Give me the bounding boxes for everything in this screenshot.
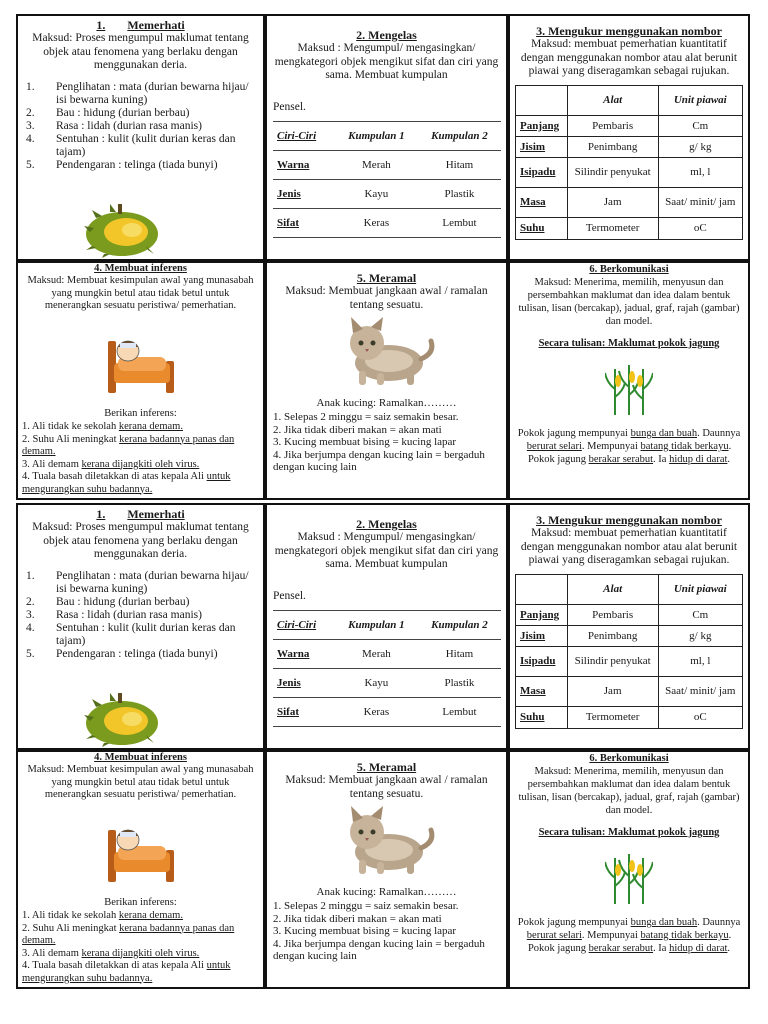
card-description: Maksud: Proses mengumpul maklumat tentang objek atau fenomena yang berlaku dengan menggunakan deria. bbox=[32, 32, 249, 71]
card-description: Maksud: Membuat kesimpulan awal yang munasabah yang mungkin betul atau tidak betul untuk menerangkan sesuatu peristiwa/ pemerhatian. bbox=[27, 764, 254, 800]
card-title: 2. Mengelas bbox=[356, 517, 417, 531]
table-header: Ciri-Ciri Kumpulan 1 Kumpulan 2 bbox=[273, 121, 501, 150]
kitten-icon bbox=[337, 313, 437, 387]
list-item: 4. Sentuhan : kulit (kulit durian keras dan tajam) bbox=[26, 621, 236, 647]
classified-object: Pensel. bbox=[273, 100, 306, 113]
inference-prompt: Berikan inferens: bbox=[104, 408, 177, 419]
card-description: Maksud: Membuat jangkaan awal / ramalan tentang sesuatu. bbox=[285, 285, 488, 311]
measurement-table bbox=[515, 574, 743, 729]
list-item: 2. Bau : hidung (durian berbau) bbox=[26, 106, 190, 119]
card-title: 5. Meramal bbox=[356, 271, 417, 285]
list-item: 2. Suhu Ali meningkat kerana badannya panas dan demam. bbox=[22, 433, 235, 457]
sick-boy-in-bed-icon bbox=[104, 329, 178, 397]
table-row: Warna Merah Hitam bbox=[273, 150, 501, 179]
corn-description: Pokok jagung mempunyai bunga dan buah. Daunnya berurat selari. Mempunyai batang tidak berkayu. Pokok jagung berakar serabut. Ia hidup di darat. bbox=[517, 917, 741, 954]
prediction-prompt: Anak kucing: Ramalkan……… bbox=[316, 886, 457, 898]
list-item: 4. Sentuhan : kulit (kulit durian keras dan tajam) bbox=[26, 132, 236, 158]
table-row: Panjang Pembaris Cm bbox=[516, 115, 743, 136]
list-item: 2. Suhu Ali meningkat kerana badannya panas dan demam. bbox=[22, 922, 235, 946]
inference-list bbox=[18, 910, 263, 985]
card-description: Maksud: Menerima, memilih, menyusun dan persembahkan maklumat dan idea dalam bentuk tulisan, lisan (bercakap), jadual, graf, rajah (gambar) dan model. bbox=[518, 766, 740, 816]
table-row: Sifat Keras Lembut bbox=[273, 697, 501, 726]
card-subtitle: Secara tulisan: Maklumat pokok jagung bbox=[538, 827, 720, 838]
card-title-text: Memerhati bbox=[127, 18, 185, 32]
card-description: Maksud: Membuat kesimpulan awal yang munasabah yang mungkin betul atau tidak betul untuk menerangkan sesuatu peristiwa/ pemerhatian. bbox=[27, 275, 254, 311]
card-berkomunikasi bbox=[508, 750, 750, 989]
card-title-number: 1. bbox=[96, 507, 106, 521]
card-memerhati bbox=[16, 14, 265, 261]
kitten-icon bbox=[337, 802, 437, 876]
list-item: 3. Ali demam kerana dijangkiti oleh virus. bbox=[22, 458, 200, 470]
list-item: 1. Ali tidak ke sekolah kerana demam. bbox=[22, 421, 183, 432]
list-item: 4. Tuala basah diletakkan di atas kepala Ali untuk mengurangkan suhu badannya. bbox=[22, 471, 231, 495]
card-description: Maksud: Menerima, memilih, menyusun dan persembahkan maklumat dan idea dalam bentuk tulisan, lisan (bercakap), jadual, graf, rajah (gambar) dan model. bbox=[518, 277, 740, 327]
table-row: Isipadu Silindir penyukat ml, l bbox=[516, 646, 743, 676]
list-item: 3. Kucing membuat bising = kucing lapar bbox=[273, 925, 457, 937]
table-row: Panjang Pembaris Cm bbox=[516, 604, 743, 625]
durian-icon bbox=[82, 691, 162, 747]
table-row: Suhu Termometer oC bbox=[516, 217, 743, 239]
list-item: 1. Penglihatan : mata (durian bewarna hijau/ isi bewarna kuning) bbox=[26, 80, 249, 106]
prediction-list bbox=[267, 411, 506, 474]
table-row: Masa Jam Saat/ minit/ jam bbox=[516, 187, 743, 217]
table-row: Isipadu Silindir penyukat ml, l bbox=[516, 157, 743, 187]
durian-icon bbox=[82, 202, 162, 258]
card-title: 4. Membuat inferens bbox=[94, 263, 187, 274]
card-description: Maksud : Mengumpul/ mengasingkan/ mengkategori objek mengikut sifat dan ciri yang sama. Membuat kumpulan bbox=[274, 42, 499, 81]
list-item: 3. Rasa : lidah (durian rasa manis) bbox=[26, 608, 202, 621]
table-row: Sifat Keras Lembut bbox=[273, 208, 501, 237]
list-item: 2. Jika tidak diberi makan = akan mati bbox=[273, 423, 442, 436]
corn-plant-icon bbox=[605, 848, 653, 904]
list-item: 3. Rasa : lidah (durian rasa manis) bbox=[26, 119, 202, 132]
list-item: 2. Jika tidak diberi makan = akan mati bbox=[273, 912, 442, 925]
list-item: 5. Pendengaran : telinga (tiada bunyi) bbox=[26, 647, 218, 660]
card-description: Maksud: Membuat jangkaan awal / ramalan tentang sesuatu. bbox=[285, 774, 488, 800]
table-row: Masa Jam Saat/ minit/ jam bbox=[516, 676, 743, 706]
senses-list bbox=[18, 570, 263, 661]
corn-plant-icon bbox=[605, 359, 653, 415]
list-item: 5. Pendengaran : telinga (tiada bunyi) bbox=[26, 158, 218, 171]
card-description: Maksud: membuat pemerhatian kuantitatif dengan menggunakan nombor atau alat berunit piawai yang diseragamkan sebagai rujukan. bbox=[520, 38, 738, 77]
list-item: 1. Ali tidak ke sekolah kerana demam. bbox=[22, 910, 183, 921]
card-memerhati bbox=[16, 503, 265, 750]
table-row: Suhu Termometer oC bbox=[516, 706, 743, 728]
corn-description: Pokok jagung mempunyai bunga dan buah. Daunnya berurat selari. Mempunyai batang tidak berkayu. Pokok jagung berakar serabut. Ia hidup di darat. bbox=[517, 428, 741, 465]
classification-table bbox=[273, 610, 501, 727]
prediction-list bbox=[267, 900, 506, 963]
list-item: 3. Ali demam kerana dijangkiti oleh virus. bbox=[22, 947, 200, 959]
list-item: 3. Kucing membuat bising = kucing lapar bbox=[273, 436, 457, 448]
classification-table bbox=[273, 121, 501, 238]
card-sheet-top bbox=[16, 14, 750, 500]
card-inferens bbox=[16, 750, 265, 989]
card-title: 6. Berkomunikasi bbox=[589, 264, 669, 275]
card-title bbox=[18, 507, 263, 521]
table-row: Jisim Penimbang g/ kg bbox=[516, 136, 743, 157]
card-meramal bbox=[265, 261, 508, 500]
card-mengelas bbox=[265, 503, 508, 750]
table-header: Alat Unit piawai bbox=[516, 85, 743, 115]
table-header: Alat Unit piawai bbox=[516, 574, 743, 604]
list-item: 4. Jika berjumpa dengan kucing lain = bergaduh dengan kucing lain bbox=[273, 937, 485, 962]
card-inferens bbox=[16, 261, 265, 500]
list-item: 2. Bau : hidung (durian berbau) bbox=[26, 595, 190, 608]
card-mengukur bbox=[508, 14, 750, 261]
card-mengukur bbox=[508, 503, 750, 750]
card-meramal bbox=[265, 750, 508, 989]
list-item: 4. Jika berjumpa dengan kucing lain = bergaduh dengan kucing lain bbox=[273, 448, 485, 473]
card-title bbox=[18, 18, 263, 32]
list-item: 4. Tuala basah diletakkan di atas kepala Ali untuk mengurangkan suhu badannya. bbox=[22, 960, 231, 984]
card-title: 6. Berkomunikasi bbox=[589, 753, 669, 764]
card-mengelas bbox=[265, 14, 508, 261]
table-row: Jenis Kayu Plastik bbox=[273, 668, 501, 697]
classified-object: Pensel. bbox=[273, 589, 306, 602]
card-description: Maksud : Mengumpul/ mengasingkan/ mengkategori objek mengikut sifat dan ciri yang sama. Membuat kumpulan bbox=[274, 531, 499, 570]
table-row: Jenis Kayu Plastik bbox=[273, 179, 501, 208]
list-item: 1. Penglihatan : mata (durian bewarna hijau/ isi bewarna kuning) bbox=[26, 569, 249, 595]
card-title: 5. Meramal bbox=[356, 760, 417, 774]
senses-list bbox=[18, 81, 263, 172]
table-row: Jisim Penimbang g/ kg bbox=[516, 625, 743, 646]
measurement-table bbox=[515, 85, 743, 240]
list-item: 1. Selepas 2 minggu = saiz semakin besar. bbox=[273, 900, 459, 912]
inference-list bbox=[18, 421, 263, 496]
card-title-text: Memerhati bbox=[127, 507, 185, 521]
prediction-prompt: Anak kucing: Ramalkan……… bbox=[316, 397, 457, 409]
card-subtitle: Secara tulisan: Maklumat pokok jagung bbox=[538, 338, 720, 349]
card-title: 2. Mengelas bbox=[356, 28, 417, 42]
card-description: Maksud: membuat pemerhatian kuantitatif dengan menggunakan nombor atau alat berunit piawai yang diseragamkan sebagai rujukan. bbox=[520, 527, 738, 566]
card-title-number: 1. bbox=[96, 18, 106, 32]
sick-boy-in-bed-icon bbox=[104, 818, 178, 886]
table-row: Warna Merah Hitam bbox=[273, 639, 501, 668]
table-header: Ciri-Ciri Kumpulan 1 Kumpulan 2 bbox=[273, 610, 501, 639]
card-title: 3. Mengukur menggunakan nombor bbox=[536, 513, 722, 527]
card-sheet-bottom bbox=[16, 503, 750, 989]
card-title: 3. Mengukur menggunakan nombor bbox=[536, 24, 722, 38]
card-description: Maksud: Proses mengumpul maklumat tentang objek atau fenomena yang berlaku dengan menggunakan deria. bbox=[32, 521, 249, 560]
inference-prompt: Berikan inferens: bbox=[104, 897, 177, 908]
card-title: 4. Membuat inferens bbox=[94, 752, 187, 763]
card-berkomunikasi bbox=[508, 261, 750, 500]
list-item: 1. Selepas 2 minggu = saiz semakin besar. bbox=[273, 411, 459, 423]
